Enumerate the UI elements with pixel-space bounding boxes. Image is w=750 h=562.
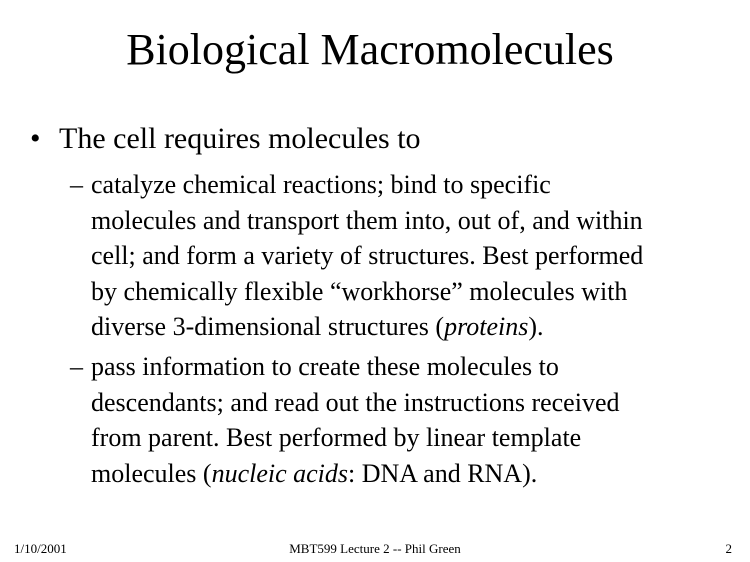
text-segment: diverse 3-dimensional structures (: [91, 312, 445, 341]
text-line: from parent. Best performed by linear template: [91, 423, 582, 452]
bullet-marker: •: [30, 122, 41, 155]
footer-date: 1/10/2001: [14, 541, 67, 556]
sub-bullet-nucleic-acids: [70, 349, 730, 491]
text-line: molecules and transport them into, out of, and within: [91, 205, 643, 235]
page-number: 2: [725, 541, 732, 556]
text-line: catalyze chemical reactions; bind to specific: [91, 170, 551, 199]
text-line: [91, 456, 730, 492]
text-line: [91, 309, 730, 345]
text-line: descendants; and read out the instructions received: [91, 387, 620, 417]
slide-title: Biological Macromolecules: [126, 25, 614, 74]
sub-bullet-text: [91, 349, 730, 491]
bullet-text: The cell requires molecules to: [59, 122, 421, 155]
sub-bullet-marker: –: [70, 352, 83, 381]
text-line: by chemically flexible “workhorse” molecules with: [91, 276, 628, 306]
text-line: pass information to create these molecules to: [91, 352, 559, 381]
sub-bullet-proteins: [70, 167, 730, 345]
text-segment: molecules (: [91, 458, 212, 488]
text-line: cell; and form a variety of structures. Best performed: [91, 241, 644, 270]
main-bullet: [30, 120, 421, 158]
emphasis-proteins: proteins: [444, 312, 529, 341]
sub-bullet-text: [91, 167, 730, 345]
footer-lecture: MBT599 Lecture 2 -- Phil Green: [289, 541, 461, 556]
sub-bullet-marker: –: [70, 170, 83, 199]
text-segment: ).: [528, 312, 544, 341]
text-segment: : DNA and RNA).: [348, 458, 538, 488]
emphasis-nucleic-acids: nucleic acids: [211, 458, 349, 488]
